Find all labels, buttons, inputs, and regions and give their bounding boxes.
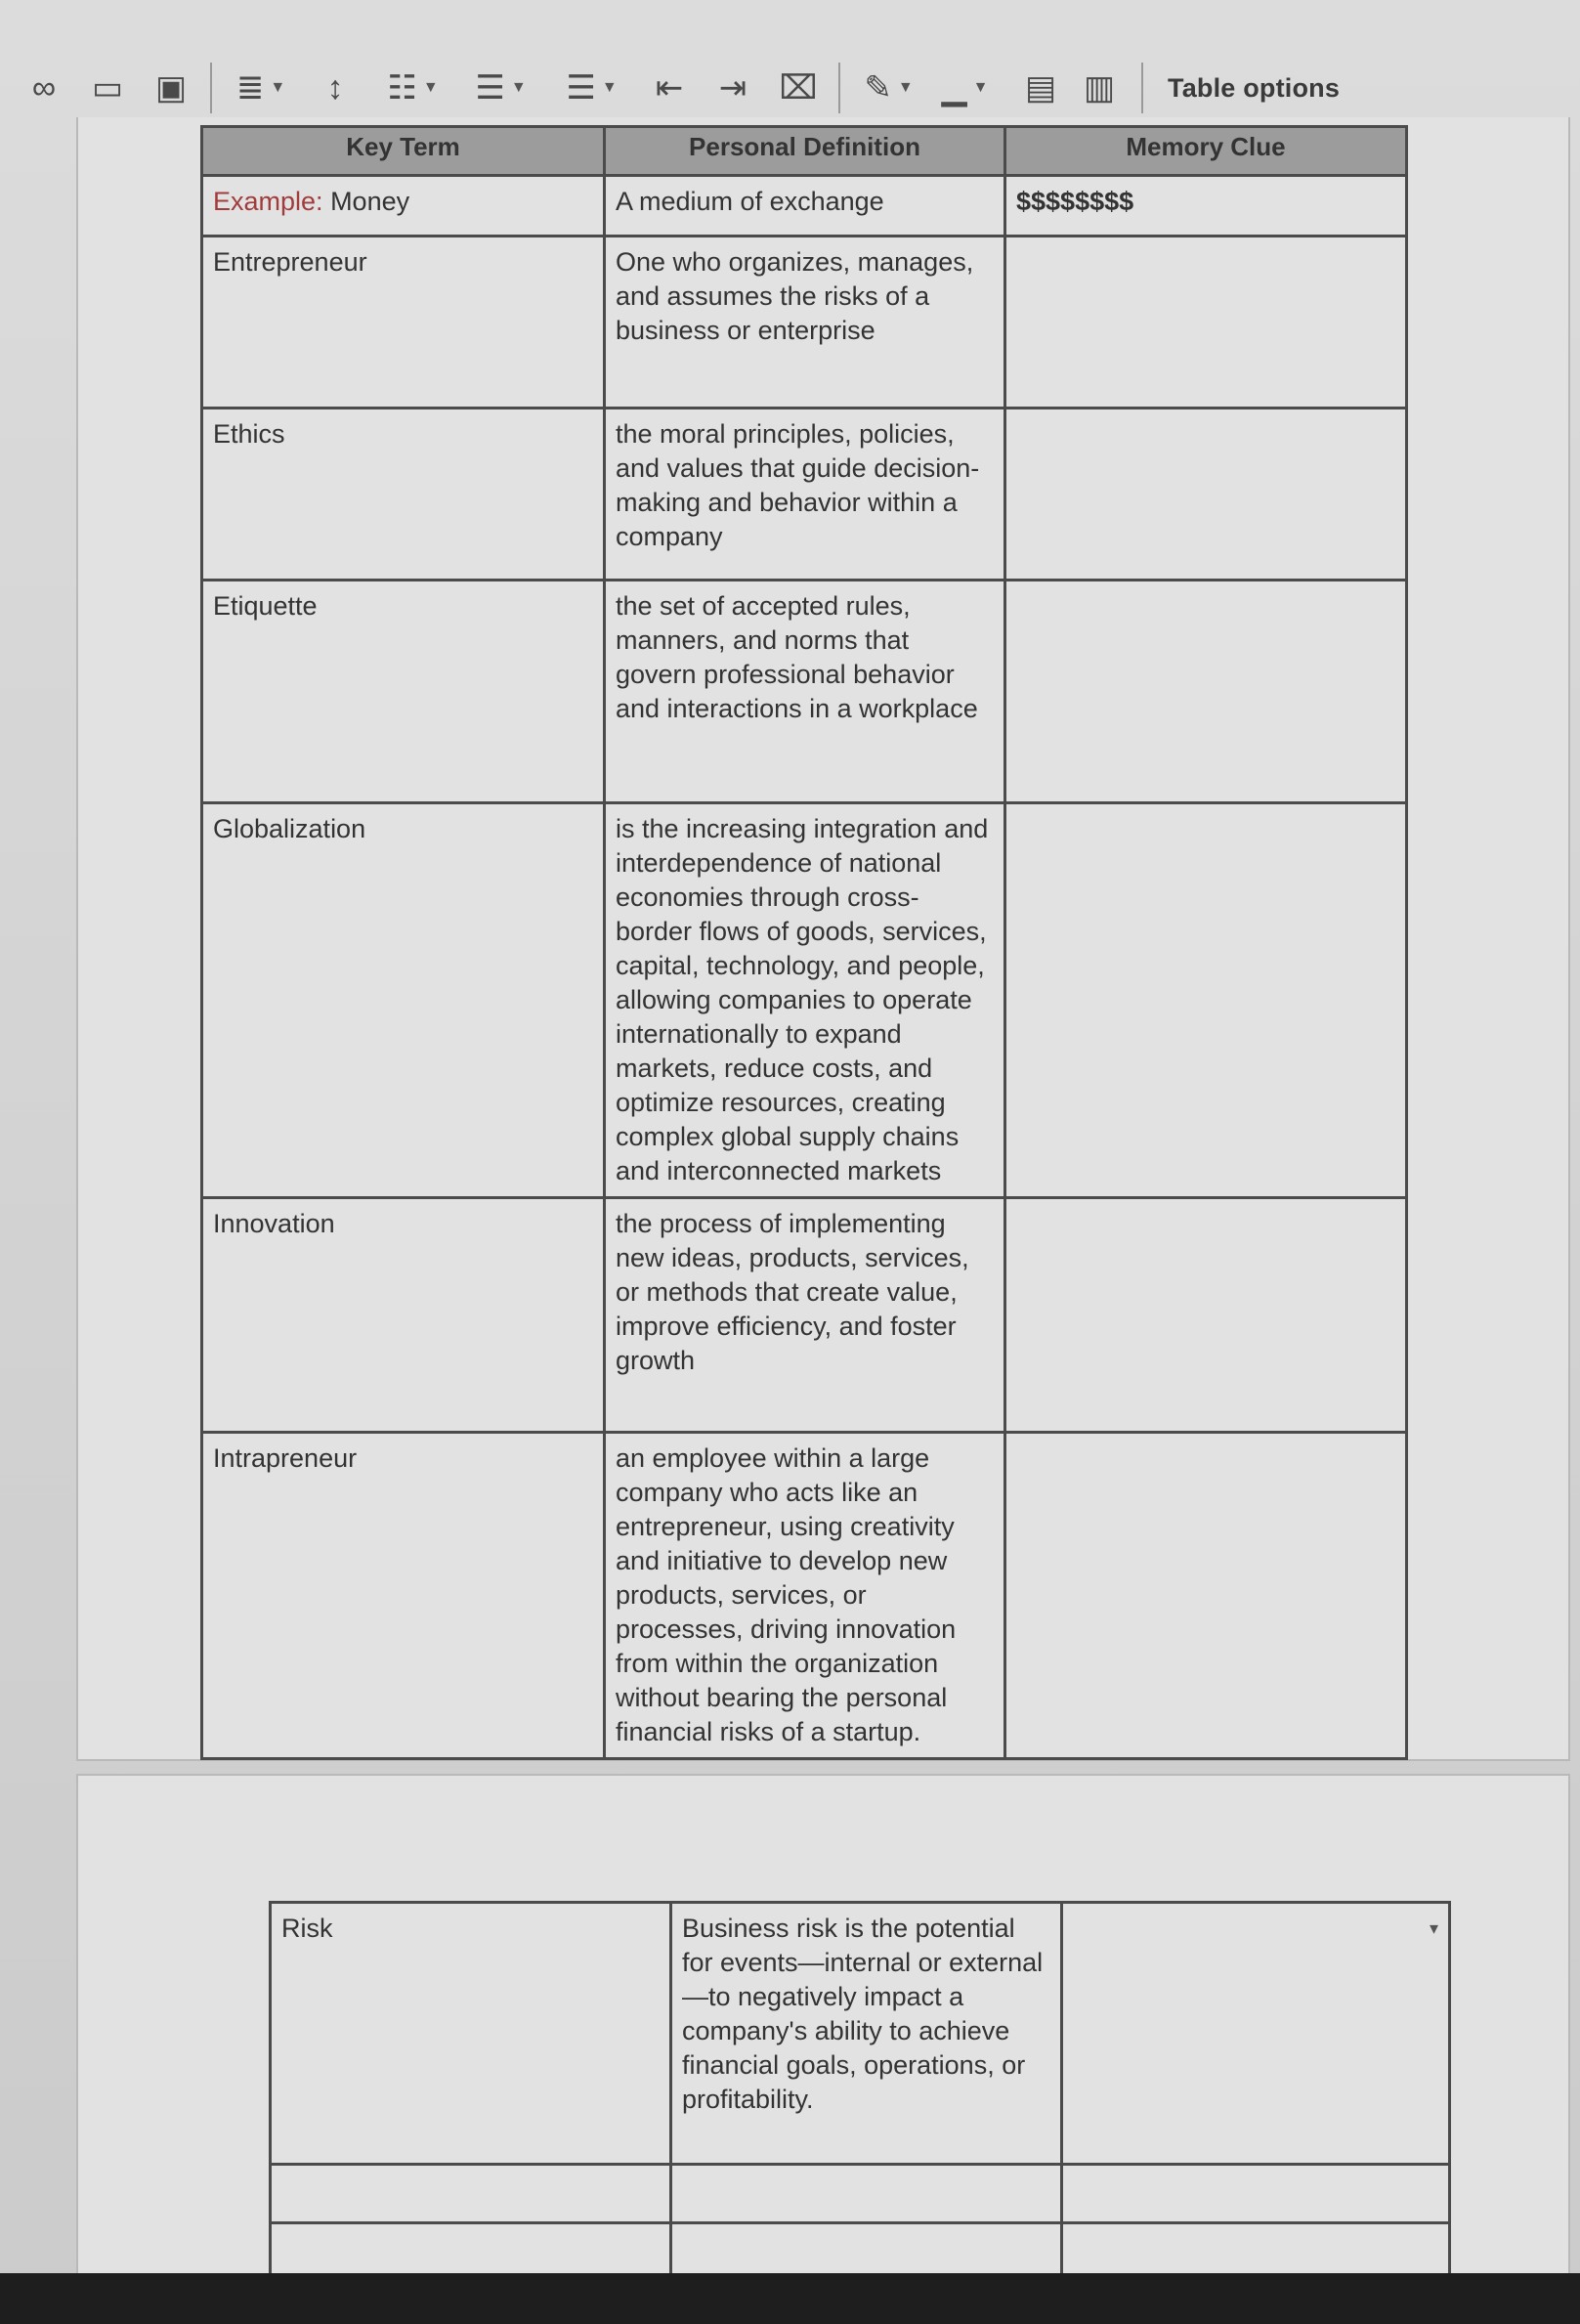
- table-row: [202, 409, 1407, 581]
- memory-clue-cell[interactable]: [1005, 1433, 1407, 1759]
- table-row-example: [202, 176, 1407, 237]
- key-term-cell[interactable]: Innovation: [202, 1198, 605, 1433]
- column-header-personal-definition: Personal Definition: [605, 127, 1005, 176]
- border-width-icon[interactable]: ▁ ▼: [941, 69, 989, 107]
- memory-clue-cell[interactable]: [1005, 237, 1407, 409]
- checklist-icon[interactable]: ☷ ▼: [387, 69, 439, 107]
- key-term-cell[interactable]: [271, 2165, 671, 2223]
- table-column-icon[interactable]: ▥: [1083, 69, 1116, 107]
- column-header-key-term: Key Term: [202, 127, 605, 176]
- definition-cell[interactable]: the process of implementing new ideas, products, services, or methods that create value, improve efficiency, and foster growth: [605, 1198, 1005, 1433]
- chevron-down-icon: ▼: [601, 79, 618, 96]
- toolbar-divider: [1141, 63, 1143, 113]
- table-row: [202, 803, 1407, 1198]
- toolbar-divider: [838, 63, 840, 113]
- bullet-list-icon[interactable]: ☰ ▼: [475, 69, 527, 107]
- table-options-button[interactable]: Table options: [1168, 72, 1341, 103]
- example-label: Example:: [213, 187, 323, 216]
- memory-clue-cell[interactable]: [1005, 581, 1407, 803]
- memory-clue-cell[interactable]: [1062, 2165, 1450, 2223]
- chevron-down-icon: ▼: [897, 79, 914, 96]
- memory-clue-cell[interactable]: [1062, 1903, 1450, 2165]
- vocabulary-table: [200, 125, 1408, 1760]
- formatting-toolbar: [0, 49, 1580, 127]
- comment-icon[interactable]: ▭: [91, 69, 124, 107]
- definition-cell[interactable]: Business risk is the potential for events—internal or external—to negatively impact a company's ability to achieve financial goals, operations, or profitability.: [671, 1903, 1062, 2165]
- chevron-down-icon: ▼: [270, 79, 286, 96]
- key-term-cell[interactable]: Etiquette: [202, 581, 605, 803]
- table-row: [202, 581, 1407, 803]
- numbered-list-icon[interactable]: ☰ ▼: [566, 69, 618, 107]
- link-icon[interactable]: ∞: [31, 69, 57, 107]
- key-term-cell[interactable]: Entrepreneur: [202, 237, 605, 409]
- definition-cell[interactable]: A medium of exchange: [605, 176, 1005, 237]
- key-term-cell[interactable]: Globalization: [202, 803, 605, 1198]
- align-icon[interactable]: ≣ ▼: [235, 69, 286, 107]
- chevron-down-icon: ▼: [972, 79, 989, 96]
- table-row-icon[interactable]: ▤: [1024, 69, 1057, 107]
- key-term-cell[interactable]: Intrapreneur: [202, 1433, 605, 1759]
- toolbar-divider: [210, 63, 212, 113]
- table-row: [271, 1903, 1450, 2165]
- key-term-cell[interactable]: Risk: [271, 1903, 671, 2165]
- definition-cell[interactable]: an employee within a large company who acts like an entrepreneur, using creativity and initiative to develop new products, services, or processes, driving innovation from within the organization without bearing the personal financial risks of a startup.: [605, 1433, 1005, 1759]
- vocabulary-table: [269, 1901, 1451, 2283]
- increase-indent-icon[interactable]: ⇥: [718, 69, 747, 107]
- definition-cell[interactable]: the set of accepted rules, manners, and norms that govern professional behavior and interactions in a workplace: [605, 581, 1005, 803]
- key-term-cell[interactable]: Ethics: [202, 409, 605, 581]
- key-term-text: Money: [322, 187, 410, 216]
- table-row: [271, 2165, 1450, 2223]
- chevron-down-icon[interactable]: ▾: [1429, 1918, 1438, 1938]
- memory-clue-cell[interactable]: [1005, 803, 1407, 1198]
- line-spacing-icon[interactable]: ↕: [326, 69, 344, 107]
- key-term-cell[interactable]: [202, 176, 605, 237]
- memory-clue-cell[interactable]: $$$$$$$$: [1005, 176, 1407, 237]
- table-header-row: [202, 127, 1407, 176]
- table-row: [202, 1198, 1407, 1433]
- table-row: [202, 237, 1407, 409]
- definition-cell[interactable]: is the increasing integration and interdependence of national economies through cross-border flows of goods, services, capital, technology, and people, allowing companies to operate internationally to expand markets, reduce costs, and optimize resources, creating complex global supply chains and interconnected markets: [605, 803, 1005, 1198]
- column-header-memory-clue: Memory Clue: [1005, 127, 1407, 176]
- definition-cell[interactable]: the moral principles, policies, and values that guide decision-making and behavior within a company: [605, 409, 1005, 581]
- memory-clue-cell[interactable]: [1005, 409, 1407, 581]
- definition-cell[interactable]: [671, 2165, 1062, 2223]
- definition-cell[interactable]: One who organizes, manages, and assumes the risks of a business or enterprise: [605, 237, 1005, 409]
- memory-clue-cell[interactable]: [1005, 1198, 1407, 1433]
- border-color-icon[interactable]: ✎ ▼: [864, 69, 914, 107]
- decrease-indent-icon[interactable]: ⇤: [655, 69, 684, 107]
- chevron-down-icon: ▼: [510, 79, 527, 96]
- clear-formatting-icon[interactable]: ⌧: [779, 69, 818, 107]
- monitor-bezel: [0, 2273, 1580, 2324]
- image-icon[interactable]: ▣: [154, 69, 188, 107]
- table-row: [202, 1433, 1407, 1759]
- chevron-down-icon: ▼: [422, 79, 439, 96]
